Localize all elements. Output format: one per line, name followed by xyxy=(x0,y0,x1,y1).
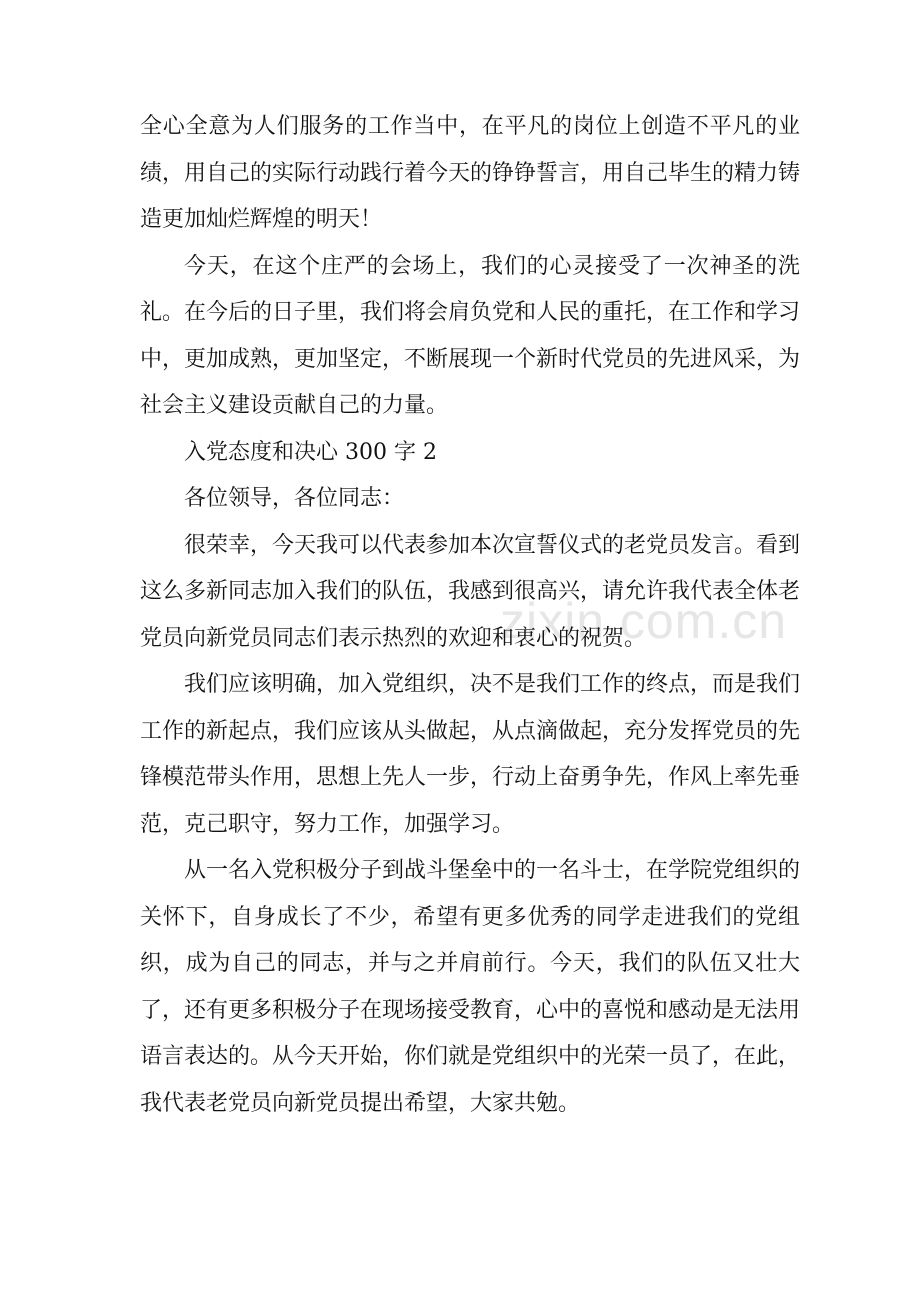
paragraph-5: 很荣幸，今天我可以代表参加本次宣誓仪式的老党员发言。看到这么多新同志加入我们的队伍，我感到很高兴，请允许我代表全体老党员向新党员同志们表示热烈的欢迎和衷心的祝贺。 xyxy=(140,532,801,651)
body-text xyxy=(140,104,800,1127)
paragraph-2: 今天，在这个庄严的会场上，我们的心灵接受了一次神圣的洗礼。在今后的日子里，我们将会肩负党和人民的重托，在工作和学习中，更加成熟，更加坚定，不断展现一个新时代党员的先进风采，为社会主义建设贡献自己的力量。 xyxy=(140,253,801,418)
paragraph-1: 全心全意为人们服务的工作当中，在平凡的岗位上创造不平凡的业绩，用自己的实际行动践行着今天的铮铮誓言，用自己毕生的精力铸造更加灿烂辉煌的明天！ xyxy=(140,114,801,232)
section-heading: 入党态度和决心 300 字 2 xyxy=(184,439,437,465)
paragraph-6: 我们应该明确，加入党组织，决不是我们工作的终点，而是我们工作的新起点，我们应该从头做起，从点滴做起，充分发挥党员的先锋模范带头作用，思想上先人一步，行动上奋勇争先，作风上率先垂范，克己职守，努力工作，加强学习。 xyxy=(140,672,801,837)
salutation: 各位领导，各位同志： xyxy=(184,486,405,511)
paragraph-7: 从一名入党积极分子到战斗堡垒中的一名斗士，在学院党组织的关怀下，自身成长了不少，希望有更多优秀的同学走进我们的党组织，成为自己的同志，并与之并肩前行。今天，我们的队伍又壮大了，还有更多积极分子在现场接受教育，心中的喜悦和感动是无法用语言表达的。从今天开始，你们就是党组织中的光荣一员了，在此，我代表老党员向新党员提出希望，大家共勉。 xyxy=(140,858,801,1116)
watermark: zixin.com.cn xyxy=(500,593,788,649)
